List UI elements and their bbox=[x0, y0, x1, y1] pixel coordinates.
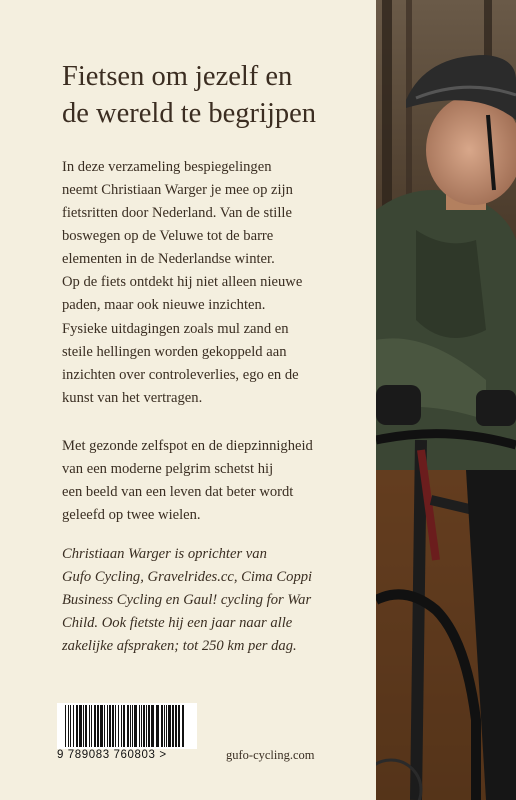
author-bio bbox=[62, 543, 372, 658]
barcode-bar bbox=[134, 705, 137, 747]
barcode-bar bbox=[115, 705, 116, 747]
text-line: van een moderne pelgrim schetst hij bbox=[62, 461, 274, 477]
blurb-paragraph-2 bbox=[62, 318, 372, 410]
barcode-bar bbox=[70, 705, 71, 747]
barcode-bar bbox=[130, 705, 131, 747]
barcode-bar bbox=[73, 705, 74, 747]
barcode-bar bbox=[121, 705, 122, 747]
text-line: geleefd op twee wielen. bbox=[62, 507, 201, 523]
barcode-bar bbox=[141, 705, 142, 747]
text-line: boswegen op de Veluwe tot de barre bbox=[62, 228, 274, 244]
barcode-bar bbox=[83, 705, 84, 747]
barcode-bar bbox=[104, 705, 105, 747]
barcode-bar bbox=[118, 705, 119, 747]
barcode-bar bbox=[156, 705, 159, 747]
text-line: steile hellingen worden gekoppeld aan bbox=[62, 344, 287, 360]
barcode-bar bbox=[146, 705, 147, 747]
website-url: gufo-cycling.com bbox=[226, 748, 315, 762]
text-line: fietsritten door Nederland. Van de stille bbox=[62, 205, 292, 221]
blurb-paragraph-3 bbox=[62, 435, 372, 527]
barcode-bar bbox=[182, 705, 184, 747]
barcode-bar bbox=[94, 705, 96, 747]
barcode-bar bbox=[164, 705, 165, 747]
text-line: Business Cycling en Gaul! cycling for War bbox=[62, 592, 312, 608]
barcode-bar bbox=[143, 705, 145, 747]
isbn-barcode bbox=[57, 703, 197, 765]
barcode-bar bbox=[97, 705, 99, 747]
barcode-bar bbox=[123, 705, 125, 747]
isbn-number: 9 789083 760803 > bbox=[57, 749, 167, 761]
text-line: Met gezonde zelfspot en de diepzinnigheid bbox=[62, 438, 313, 454]
barcode-bars bbox=[57, 703, 197, 749]
barcode-bar bbox=[68, 705, 69, 747]
barcode-bar bbox=[89, 705, 90, 747]
text-line: Gufo Cycling, Gravelrides.cc, Cima Coppi bbox=[62, 569, 313, 585]
barcode-bar bbox=[166, 705, 167, 747]
text-line: inzichten over controleverlies, ego en de bbox=[62, 367, 299, 383]
text-line: In deze verzameling bespiegelingen bbox=[62, 159, 272, 175]
title-line: Fietsen om jezelf en bbox=[62, 61, 293, 92]
cyclist-photo-illustration bbox=[376, 0, 516, 800]
barcode-bar bbox=[107, 705, 108, 747]
text-line: een beeld van een leven dat beter wordt bbox=[62, 484, 294, 500]
barcode-bar bbox=[112, 705, 114, 747]
barcode-bar bbox=[172, 705, 174, 747]
text-line: kunst van het vertragen. bbox=[62, 390, 203, 406]
title-line: de wereld te begrijpen bbox=[62, 98, 317, 129]
text-line: elementen in de Nederlandse winter. bbox=[62, 251, 275, 267]
barcode-bar bbox=[85, 705, 87, 747]
barcode-bar bbox=[91, 705, 92, 747]
barcode-bar bbox=[151, 705, 154, 747]
barcode-bar bbox=[148, 705, 150, 747]
text-line: Child. Ook fietste hij een jaar naar alle bbox=[62, 615, 293, 631]
barcode-bar bbox=[132, 705, 133, 747]
barcode-bar bbox=[161, 705, 163, 747]
barcode-bar bbox=[65, 705, 66, 747]
barcode-bar bbox=[79, 705, 82, 747]
barcode-bar bbox=[175, 705, 177, 747]
barcode-bar bbox=[100, 705, 103, 747]
barcode-bar bbox=[139, 705, 140, 747]
barcode-bar bbox=[127, 705, 129, 747]
barcode-bar bbox=[168, 705, 171, 747]
barcode-bar bbox=[109, 705, 111, 747]
cover-title bbox=[62, 58, 372, 132]
barcode-bar bbox=[178, 705, 180, 747]
text-line: paden, maar ook nieuwe inzichten. bbox=[62, 297, 266, 313]
text-line: Fysieke uitdagingen zoals mul zand en bbox=[62, 321, 289, 337]
blurb-paragraph-1 bbox=[62, 156, 372, 317]
cyclist-photo bbox=[376, 0, 516, 800]
text-line: Op de fiets ontdekt hij niet alleen nieuwe bbox=[62, 274, 303, 290]
text-line: zakelijke afspraken; tot 250 km per dag. bbox=[62, 638, 297, 654]
text-line: neemt Christiaan Warger je mee op zijn bbox=[62, 182, 293, 198]
text-line: Christiaan Warger is oprichter van bbox=[62, 546, 267, 562]
barcode-bar bbox=[76, 705, 78, 747]
